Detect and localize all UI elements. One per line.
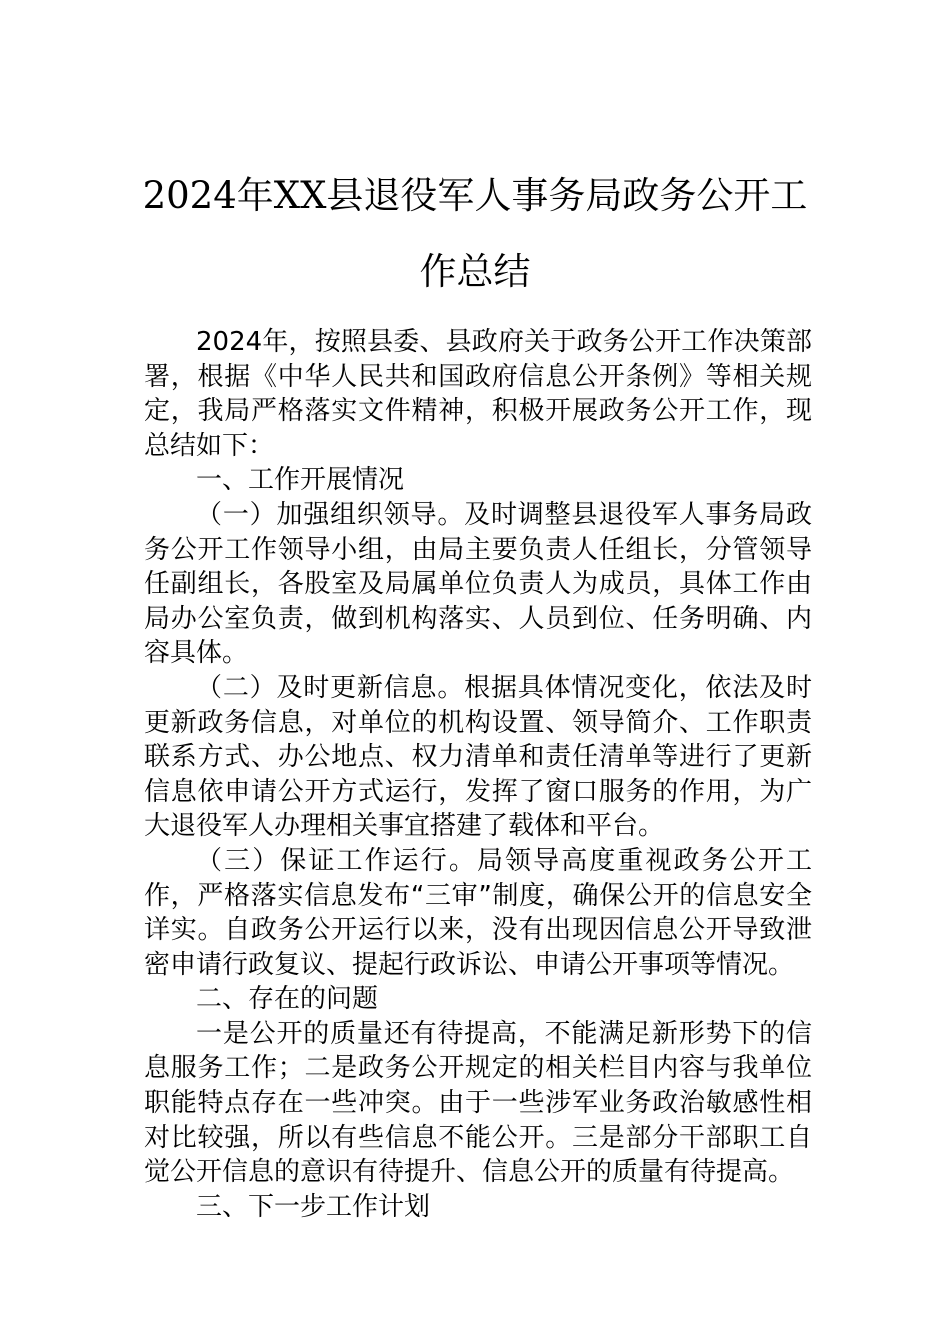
paragraph-organization: （一）加强组织领导。及时调整县退役军人事务局政务公开工作领导小组，由局主要负责人任组长，分管领导任副组长，各股室及局属单位负责人为成员，具体工作由局办公室负责，做到机构落实、人员到位、任务明确、内容具体。 (144, 499, 812, 669)
section-heading-2: 二、存在的问题 (196, 984, 379, 1015)
section-heading-1: 一、工作开展情况 (196, 465, 405, 496)
document-title: 2024年XX县退役军人事务局政务公开工作总结 (142, 174, 808, 293)
paragraph-operation: （三）保证工作运行。局领导高度重视政务公开工作，严格落实信息发布“三审”制度，确保公开的信息安全详实。自政务公开运行以来，没有出现因信息公开导致泄密申请行政复议、提起行政诉讼、申请公开事项等情况。 (144, 845, 812, 980)
section-heading-3: 三、下一步工作计划 (196, 1191, 431, 1222)
document-body (144, 325, 812, 1224)
intro-paragraph: 2024年，按照县委、县政府关于政务公开工作决策部署，根据《中华人民共和国政府信息公开条例》等相关规定，我局严格落实文件精神，积极开展政务公开工作，现总结如下： (144, 327, 812, 461)
paragraph-problems: 一是公开的质量还有待提高，不能满足新形势下的信息服务工作；二是政务公开规定的相关栏目内容与我单位职能特点存在一些冲突。由于一些涉军业务政治敏感性相对比较强，所以有些信息不能公开。三是部分干部职工自觉公开信息的意识有待提升、信息公开的质量有待提高。 (144, 1018, 812, 1188)
paragraph-update-info: （二）及时更新信息。根据具体情况变化，依法及时更新政务信息，对单位的机构设置、领导简介、工作职责联系方式、办公地点、权力清单和责任清单等进行了更新信息依申请公开方式运行，发挥了窗口服务的作用，为广大退役军人办理相关事宜搭建了载体和平台。 (144, 672, 812, 842)
